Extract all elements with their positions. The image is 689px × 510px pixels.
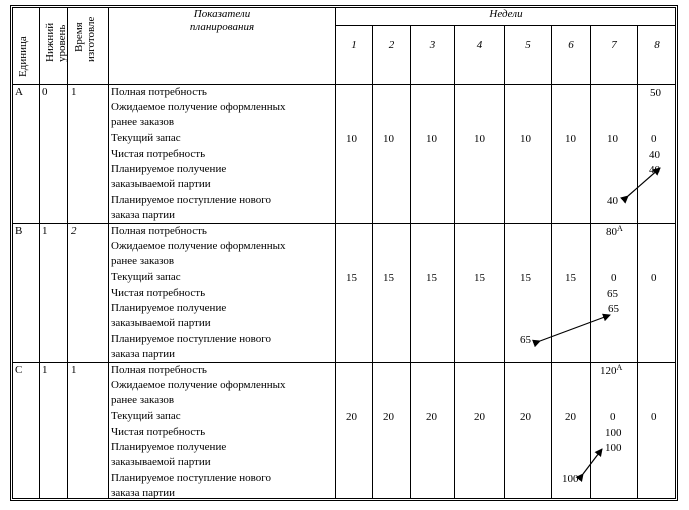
offset-arrow-a (628, 168, 660, 196)
stock-value: 15 (474, 272, 485, 284)
on-hand-week8: 0 (651, 133, 657, 145)
header-indicators-1: Показатели (193, 8, 251, 20)
header-indicators-2: планирования (189, 21, 255, 33)
net-requirement: 100 (605, 427, 622, 439)
planned-release: 40 (607, 195, 618, 207)
label-planned-receipt: Планируемое получение (111, 302, 227, 314)
gross-superscript: A (616, 363, 623, 372)
label-planned-receipt-2: заказываемой партии (111, 317, 211, 329)
offset-arrow-c (583, 449, 602, 474)
header-lead-time-2: изготовле (85, 16, 97, 62)
label-gross-requirement: Полная потребность (111, 364, 207, 376)
stock-value: 20 (346, 411, 357, 423)
on-hand-week7: 0 (610, 411, 616, 423)
label-planned-receipt: Планируемое получение (111, 441, 227, 453)
item-lower-level: 1 (42, 225, 48, 237)
label-planned-release-2: заказа партии (111, 487, 175, 499)
planned-receipt: 65 (608, 303, 619, 315)
label-gross-requirement: Полная потребность (111, 225, 207, 237)
label-planned-release-2: заказа партии (111, 348, 175, 360)
planned-receipt: 40 (649, 164, 660, 176)
week-number: 1 (351, 39, 357, 51)
label-scheduled-receipts-2: ранее заказов (111, 255, 175, 267)
label-on-hand: Текущий запас (111, 410, 181, 422)
item-lower-level: 1 (42, 364, 48, 376)
stock-value: 10 (520, 133, 531, 145)
item-unit: B (15, 225, 23, 237)
stock-value: 15 (346, 272, 357, 284)
gross-requirement: 50 (650, 87, 661, 99)
label-scheduled-receipts-2: ранее заказов (111, 394, 175, 406)
label-planned-receipt-2: заказываемой партии (111, 456, 211, 468)
label-net-requirement: Чистая потребность (111, 148, 206, 160)
stock-value: 10 (474, 133, 485, 145)
label-gross-requirement: Полная потребность (111, 86, 207, 98)
week-number: 7 (611, 39, 617, 51)
stock-value: 10 (607, 133, 618, 145)
stock-value: 20 (383, 411, 394, 423)
header-weeks: Недели (489, 8, 523, 20)
week-number: 3 (429, 39, 436, 51)
label-planned-release: Планируемое поступление нового (111, 194, 272, 206)
week-number: 2 (388, 39, 395, 51)
week-number: 4 (476, 39, 483, 51)
week-number: 8 (654, 39, 660, 51)
planned-receipt: 100 (605, 442, 622, 454)
item-lower-level: 0 (42, 86, 48, 98)
label-on-hand: Текущий запас (111, 271, 181, 283)
gross-requirement: $80^A$ (606, 224, 623, 238)
label-planned-receipt: Планируемое получение (111, 163, 227, 175)
item-lead-time: 2 (71, 225, 77, 237)
planned-release: 100 (562, 473, 579, 485)
stock-value: 20 (426, 411, 437, 423)
label-planned-release-2: заказа партии (111, 209, 175, 221)
stock-value: 10 (346, 133, 357, 145)
item-unit: A (15, 86, 23, 98)
planned-release: 65 (520, 334, 531, 346)
gross-requirement: $120^A$ (600, 363, 623, 377)
stock-value: 10 (565, 133, 576, 145)
header-unit: Единица (17, 36, 29, 77)
stock-value: 10 (426, 133, 437, 145)
label-scheduled-receipts-2: ранее заказов (111, 116, 175, 128)
label-scheduled-receipts: Ожидаемое получение оформленных (111, 101, 286, 113)
label-net-requirement: Чистая потребность (111, 287, 206, 299)
net-requirement: 65 (607, 288, 618, 300)
offset-arrow-b (540, 315, 610, 341)
stock-value: 15 (565, 272, 576, 284)
gross-superscript: A (617, 224, 623, 233)
label-planned-release: Планируемое поступление нового (111, 333, 272, 345)
label-net-requirement: Чистая потребность (111, 426, 206, 438)
header-lower-level-1: Нижний (44, 22, 56, 62)
stock-value: 20 (474, 411, 485, 423)
item-lead-time: 1 (71, 364, 77, 376)
label-planned-release: Планируемое поступление нового (111, 472, 272, 484)
header-lower-level-2: уровень (56, 24, 68, 62)
item-unit: C (15, 364, 23, 376)
stock-value: 20 (565, 411, 576, 423)
stock-value: 15 (520, 272, 531, 284)
item-lead-time: 1 (71, 86, 77, 98)
label-scheduled-receipts: Ожидаемое получение оформленных (111, 379, 286, 391)
stock-value: 15 (426, 272, 437, 284)
net-requirement: 40 (649, 149, 660, 161)
on-hand-week8: 0 (651, 411, 657, 423)
header-lead-time-1: Время (73, 22, 85, 52)
label-on-hand: Текущий запас (111, 132, 181, 144)
stock-value: 20 (520, 411, 531, 423)
label-scheduled-receipts: Ожидаемое получение оформленных (111, 240, 286, 252)
on-hand-week8: 0 (651, 272, 657, 284)
week-number: 6 (568, 39, 574, 51)
label-planned-receipt-2: заказываемой партии (111, 178, 211, 190)
on-hand-week7: 0 (611, 272, 617, 284)
stock-value: 10 (383, 133, 394, 145)
stock-value: 15 (383, 272, 394, 284)
week-number: 5 (525, 39, 531, 51)
